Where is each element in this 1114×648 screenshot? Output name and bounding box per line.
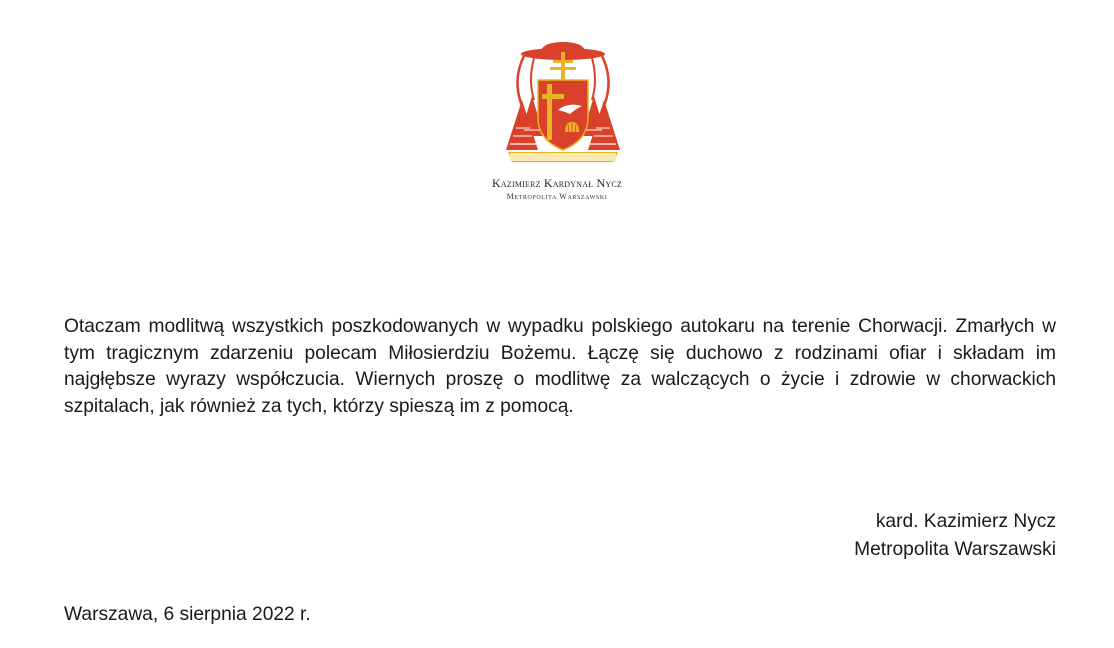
signature-name: kard. Kazimierz Nycz (875, 511, 1056, 532)
letter-body-paragraph: Otaczam modlitwą wszystkich poszkodowanych w wypadku polskiego autokaru na terenie Chorwacji. Zmarłych w tym tragicznym zdarzeniu polecam Miłosierdziu Bożemu. Łączę się duchowo z rodzinami ofiar i składam im najgłębsze wyrazy współczucia. Wiernych proszę o modlitwę za walczących o życie i zdrowie w chorwackich szpitalach, jak również za tych, którzy spieszą im z pomocą. (64, 316, 1056, 417)
letterhead-title: Metropolita Warszawski (506, 192, 608, 201)
place-date: Warszawa, 6 sierpnia 2022 r. (64, 604, 311, 625)
coat-of-arms-icon (498, 40, 628, 170)
signature-title: Metropolita Warszawski (854, 539, 1056, 560)
letterhead (0, 0, 1114, 210)
signature-block (854, 508, 1056, 564)
letterhead-name: Kazimierz Kardynał Nycz (492, 176, 622, 190)
